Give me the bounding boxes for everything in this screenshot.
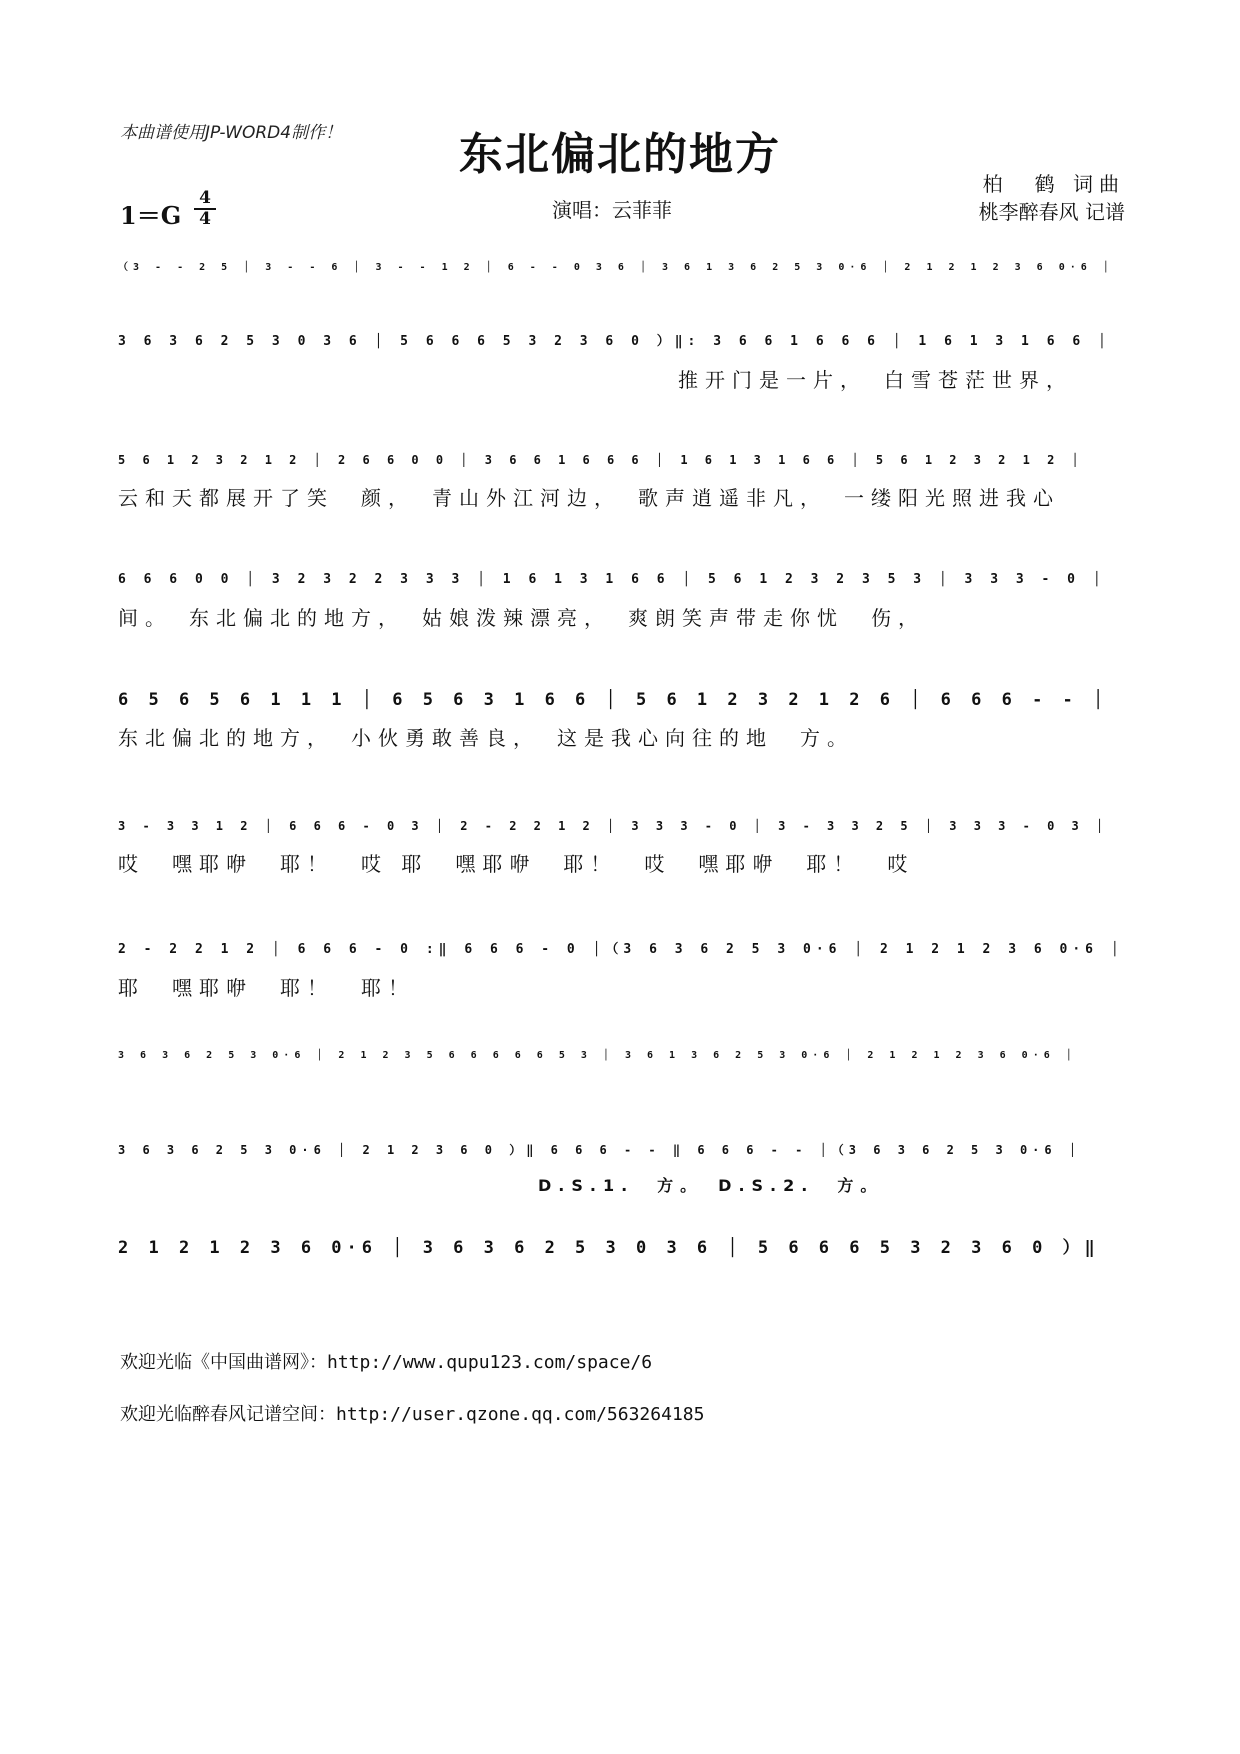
notation-line: 3 6 3 6 2 5 3 0 3 6 │ 5 6 6 6 5 3 2 3 6 0 ）‖: 3 6 6 1 6 6 6 │ 1 6 1 3 1 6 6 │ bbox=[118, 334, 1111, 349]
lyrics-line: 云和天都展开了笑 颜， 青山外江河边， 歌声逍遥非凡， 一缕阳光照进我心 bbox=[118, 486, 1060, 510]
lyricist-composer-credit: 柏 鹤 词曲 bbox=[982, 172, 1125, 196]
notation-line: 3 - 3 3 1 2 │ 6 6 6 - 0 3 │ 2 - 2 2 1 2 │ 3 3 3 - 0 │ 3 - 3 3 2 5 │ 3 3 3 - 0 3 │ bbox=[118, 819, 1109, 833]
lyrics-line: 推开门是一片， 白雪苍茫世界， bbox=[678, 368, 1073, 392]
song-title: 东北偏北的地方 bbox=[459, 129, 781, 180]
notation-line: 6 6 6 0 0 │ 3 2 3 2 2 3 3 3 │ 1 6 1 3 1 6 6 │ 5 6 1 2 3 2 3 5 3 │ 3 3 3 - 0 │ bbox=[118, 572, 1106, 587]
notation-line: 2 1 2 1 2 3 6 0·6 │ 3 6 3 6 2 5 3 0 3 6 │ 5 6 6 6 5 3 2 3 6 0 ）‖ bbox=[118, 1238, 1100, 1258]
time-signature bbox=[194, 190, 216, 228]
notation-line: 2 - 2 2 1 2 │ 6 6 6 - 0 :‖ 6 6 6 - 0 │（3 6 3 6 2 5 3 0·6 │ 2 1 2 1 2 3 6 0·6 │ bbox=[118, 942, 1124, 957]
footer-link-qzone[interactable]: 欢迎光临醉春风记谱空间：http://user.qzone.qq.com/563264185 bbox=[120, 1404, 705, 1425]
notation-line: （3 - - 2 5 │ 3 - - 6 │ 3 - - 1 2 │ 6 - - 0 3 6 │ 3 6 1 3 6 2 5 3 0·6 │ 2 1 2 1 2 3 6 0·6 │ bbox=[118, 262, 1114, 273]
lyrics-line: 耶 嘿耶咿 耶！ 耶！ bbox=[118, 976, 415, 1000]
time-signature-bottom: 4 bbox=[199, 209, 211, 229]
notation-line: 3 6 3 6 2 5 3 0·6 │ 2 1 2 3 5 6 6 6 6 6 5 3 │ 3 6 1 3 6 2 5 3 0·6 │ 2 1 2 1 2 3 6 0·6 │ bbox=[118, 1050, 1077, 1061]
notation-line: 5 6 1 2 3 2 1 2 │ 2 6 6 0 0 │ 3 6 6 1 6 6 6 │ 1 6 1 3 1 6 6 │ 5 6 1 2 3 2 1 2 │ bbox=[118, 453, 1084, 467]
lyrics-line: 间。 东北偏北的地方， 姑娘泼辣漂亮， 爽朗笑声带走你忧 伤， bbox=[118, 606, 925, 630]
lyrics-line: D.S.1. 方。 D.S.2. 方。 bbox=[538, 1176, 884, 1195]
transcriber-credit: 桃李醉春风 记谱 bbox=[978, 200, 1125, 224]
software-note: 本曲谱使用JP-WORD4制作！ bbox=[120, 123, 343, 143]
time-signature-top: 4 bbox=[199, 188, 211, 208]
footer-link-qupu123[interactable]: 欢迎光临《中国曲谱网》：http://www.qupu123.com/space/6 bbox=[120, 1352, 653, 1373]
notation-line: 3 6 3 6 2 5 3 0·6 │ 2 1 2 3 6 0 ）‖ 6 6 6 - - ‖ 6 6 6 - - │（3 6 3 6 2 5 3 0·6 │ bbox=[118, 1143, 1082, 1157]
lyrics-line: 东北偏北的地方， 小伙勇敢善良， 这是我心向往的地 方。 bbox=[118, 726, 854, 750]
notation-line: 6 5 6 5 6 1 1 1 │ 6 5 6 3 1 6 6 │ 5 6 1 2 3 2 1 2 6 │ 6 6 6 - - │ bbox=[118, 690, 1109, 710]
lyrics-line: 哎 嘿耶咿 耶！ 哎 耶 嘿耶咿 耶！ 哎 嘿耶咿 耶！ 哎 bbox=[118, 852, 915, 876]
singer-credit: 演唱：云菲菲 bbox=[552, 198, 672, 222]
lyrics-line bbox=[118, 294, 1124, 322]
key-signature: 1＝G bbox=[120, 201, 182, 230]
